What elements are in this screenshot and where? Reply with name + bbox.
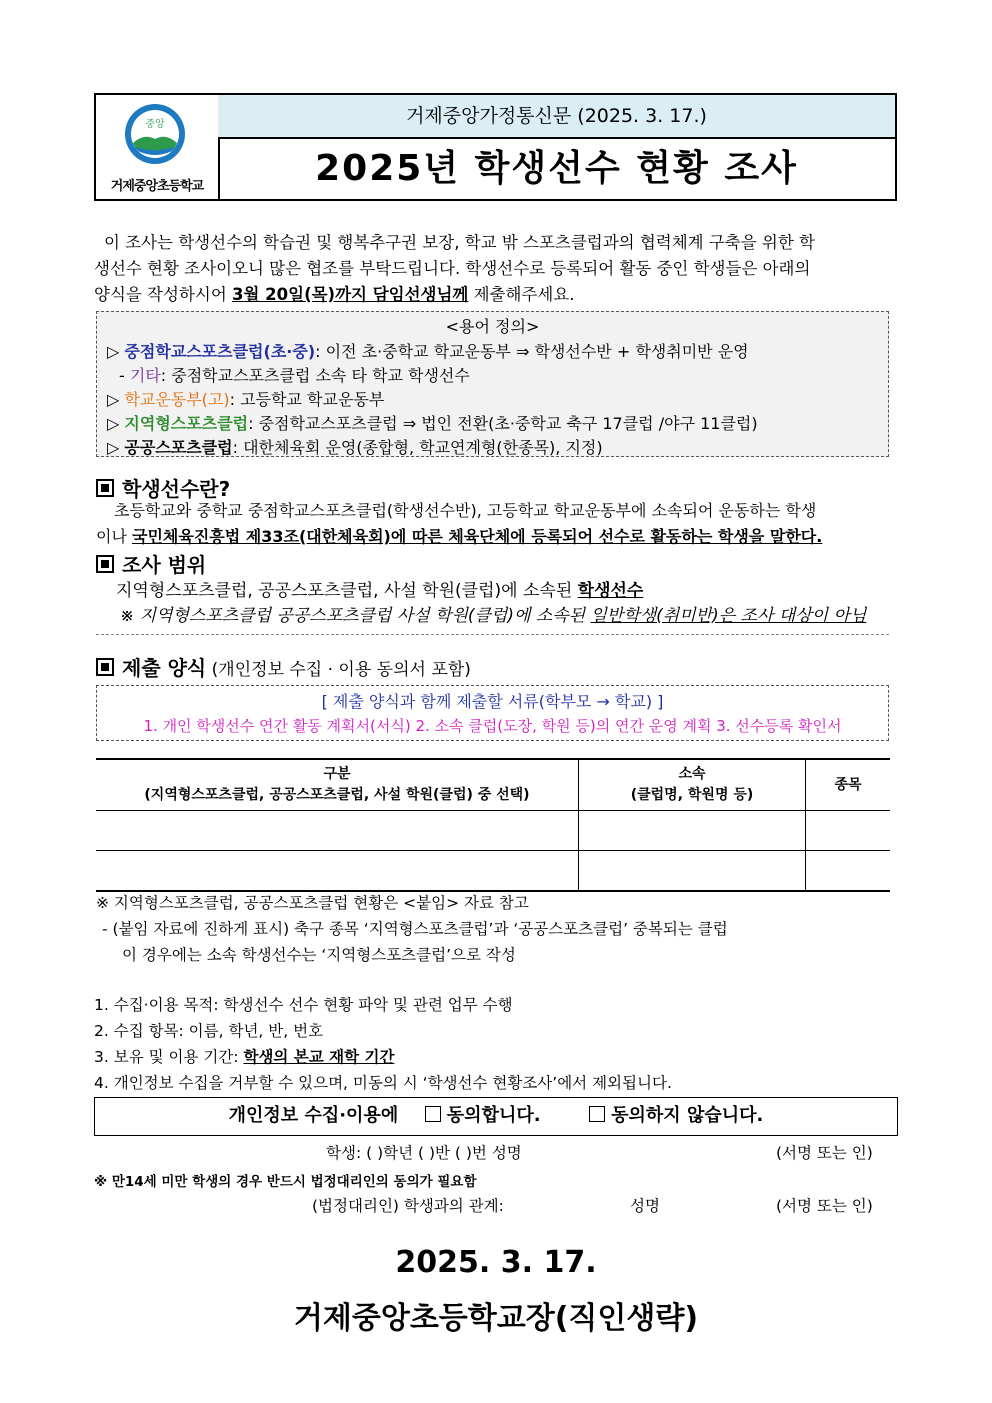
page-title: 2025년 학생선수 현황 조사 xyxy=(315,148,798,189)
sport-input-cell[interactable] xyxy=(806,811,891,851)
definition-1 xyxy=(107,339,749,362)
definitions-heading: <용어 정의> xyxy=(445,317,540,336)
section1-line-2: 이나 국민체육진흥법 제33조(대한체육회)에 따른 체육단체에 등록되어 선수로 활동하는 학생을 말한다. xyxy=(96,527,823,546)
note-3: 이 경우에는 소속 학생선수는 ‘지역형스포츠클럽’으로 작성 xyxy=(122,946,516,964)
definition-2-term: 학교운동부(고) xyxy=(124,390,230,409)
intro-line-3a: 양식을 작성하시어 xyxy=(94,285,233,304)
section-student-athlete-title: 학생선수란? xyxy=(96,473,230,502)
section-form-title: 제출 양식 (개인정보 수집 · 이용 동의서 포함) xyxy=(96,652,471,681)
guardian-relation-line[interactable]: (법정대리인) 학생과의 관계: xyxy=(312,1197,504,1215)
privacy-items: 2. 수집 항목: 이름, 학년, 반, 번호 xyxy=(94,1022,324,1040)
square-bullet-icon xyxy=(96,555,114,573)
privacy-purpose: 1. 수집·이용 목적: 학생선수 선수 현황 파악 및 관련 업무 수행 xyxy=(94,996,513,1014)
emblem-text: 중앙 xyxy=(145,119,165,130)
square-bullet-icon xyxy=(96,658,114,676)
required-documents-box xyxy=(96,685,889,741)
section-scope-line: 지역형스포츠클럽, 공공스포츠클럽, 사설 학원(클럽)에 소속된 학생선수 xyxy=(116,581,644,601)
section1-line-1: 초등학교와 중학교 중점학교스포츠클럽(학생선수반), 고등학교 학교운동부에 소속되어 운동하는 학생 xyxy=(114,501,817,520)
square-bullet-icon xyxy=(96,479,114,497)
required-docs-heading: [ 제출 양식과 함께 제출할 서류(학부모 → 학교) ] xyxy=(321,692,664,711)
disagree-checkbox[interactable] xyxy=(589,1106,605,1122)
scope-exclusion: 일반학생(취미반)은 조사 대상이 아님 xyxy=(590,606,867,626)
agree-checkbox[interactable] xyxy=(425,1106,441,1122)
note-2: - (붙임 자료에 진하게 표시) 축구 종목 ‘지역형스포츠클럽’과 ‘공공스포츠클럽’ 중복되는 클럽 xyxy=(102,920,728,938)
definition-3-term: 지역형스포츠클럽 xyxy=(124,414,249,433)
newsletter-header xyxy=(94,93,897,201)
definition-1-sub-term: 기타 xyxy=(129,366,161,385)
principal-name: 거제중앙초등학교장(직인생략) xyxy=(293,1301,699,1336)
definition-2 xyxy=(107,387,384,410)
definition-emphasis: 국민체육진흥법 제33조(대한체육회)에 따른 체육단체에 등록되어 선수로 활동하는 학생을 말한다. xyxy=(132,527,823,546)
sport-input-cell[interactable] xyxy=(806,851,891,892)
bullet-icon: ▷ xyxy=(107,390,120,409)
privacy-refusal: 4. 개인정보 수집을 거부할 수 있으며, 미동의 시 ‘학생선수 현황조사’에서 제외됩니다. xyxy=(94,1074,672,1092)
affiliation-input-cell[interactable] xyxy=(579,851,806,892)
section-scope-title: 조사 범위 xyxy=(96,549,206,578)
guardian-consent-note: ※ 만14세 미만 학생의 경우 반드시 법정대리인의 동의가 필요함 xyxy=(94,1174,477,1190)
divider xyxy=(96,634,889,635)
club-notes xyxy=(96,890,728,968)
intro-paragraph xyxy=(94,230,896,308)
school-emblem-icon xyxy=(124,103,186,165)
privacy-period: 3. 보유 및 이용 기간: 학생의 본교 재학 기간 xyxy=(94,1048,395,1066)
definitions-box xyxy=(96,311,889,457)
student-signature-line[interactable]: 학생: ( )학년 ( )반 ( )번 성명 xyxy=(326,1144,522,1162)
section-scope-note: ※ 지역형스포츠클럽 공공스포츠클럽 사설 학원(클럽)에 소속된 일반학생(취미반)은 조사 대상이 아님 xyxy=(120,606,867,626)
definition-1-term: 중점학교스포츠클럽(초·중) xyxy=(124,342,316,361)
col-affiliation-header: 소속 (클럽명, 학원명 등) xyxy=(579,759,806,811)
table-row xyxy=(96,851,890,892)
definition-1-desc: : 이전 초·중학교 학교운동부 ⇒ 학생선수반 + 학생취미반 운영 xyxy=(315,342,749,361)
section-student-athlete-body xyxy=(96,498,896,550)
definition-2-desc: : 고등학교 학교운동부 xyxy=(229,390,385,409)
scope-target: 학생선수 xyxy=(577,581,644,601)
definition-1-sub: - 기타: 중점학교스포츠클럽 소속 타 학교 학생선수 xyxy=(119,366,470,385)
bullet-icon: ▷ xyxy=(107,438,120,457)
consent-label: 개인정보 수집·이용에 xyxy=(228,1105,399,1126)
definition-4-term: 공공스포츠클럽 xyxy=(124,438,233,457)
col-sport-header: 종목 xyxy=(806,759,891,811)
bullet-icon: ▷ xyxy=(107,414,120,433)
intro-line-2: 생선수 현황 조사이오니 많은 협조를 부탁드립니다. 학생선수로 등록되어 활동 중인 학생들은 아래의 xyxy=(94,259,811,278)
newsletter-label: 거제중앙가정통신문 (2025. 3. 17.) xyxy=(218,95,895,139)
definition-4-desc: : 대한체육회 운영(종합형, 학교연계형(한종목), 지정) xyxy=(232,438,603,457)
note-1: ※ 지역형스포츠클럽, 공공스포츠클럽 현황은 <붙임> 자료 참고 xyxy=(96,894,529,912)
affiliation-input-cell[interactable] xyxy=(579,811,806,851)
intro-line-3 xyxy=(94,282,896,308)
definition-3-desc: : 중점학교스포츠클럽 ⇒ 법인 전환(초·중학교 축구 17클럽 /야구 11클럽) xyxy=(248,414,758,433)
bullet-icon: ▷ xyxy=(107,342,120,361)
category-input-cell[interactable] xyxy=(96,811,579,851)
definition-3 xyxy=(107,411,758,434)
guardian-sign-or-seal-label: (서명 또는 인) xyxy=(776,1197,873,1215)
category-input-cell[interactable] xyxy=(96,851,579,892)
sign-or-seal-label: (서명 또는 인) xyxy=(776,1144,873,1162)
intro-line-3c: 제출해주세요. xyxy=(468,285,575,304)
intro-line-1: 이 조사는 학생선수의 학습권 및 행복추구권 보장, 학교 밖 스포츠클럽과의 협력체계 구축을 위한 학 xyxy=(104,233,815,252)
col-category-header: 구분 (지역형스포츠클럽, 공공스포츠클럽, 사설 학원(클럽) 중 선택) xyxy=(96,759,579,811)
agree-option[interactable]: 동의합니다. xyxy=(425,1105,541,1126)
definition-1-sub-desc: : 중점학교스포츠클럽 소속 타 학교 학생선수 xyxy=(160,366,470,385)
consent-box xyxy=(94,1097,898,1136)
privacy-terms xyxy=(94,992,672,1096)
deadline-text: 3월 20일(목)까지 담임선생님께 xyxy=(232,285,469,304)
school-logo-cell xyxy=(96,95,220,199)
school-name-small: 거제중앙초등학교 xyxy=(110,179,204,194)
disagree-option[interactable]: 동의하지 않습니다. xyxy=(589,1105,763,1126)
athlete-form-table xyxy=(96,758,890,892)
table-row xyxy=(96,811,890,851)
issue-date: 2025. 3. 17. xyxy=(395,1245,597,1280)
required-docs-list: 1. 개인 학생선수 연간 활동 계획서(서식) 2. 소속 클럽(도장, 학원 등)의 연간 운영 계획 3. 선수등록 확인서 xyxy=(143,717,842,735)
definition-4 xyxy=(107,435,603,458)
guardian-name-label[interactable]: 성명 xyxy=(630,1197,660,1215)
